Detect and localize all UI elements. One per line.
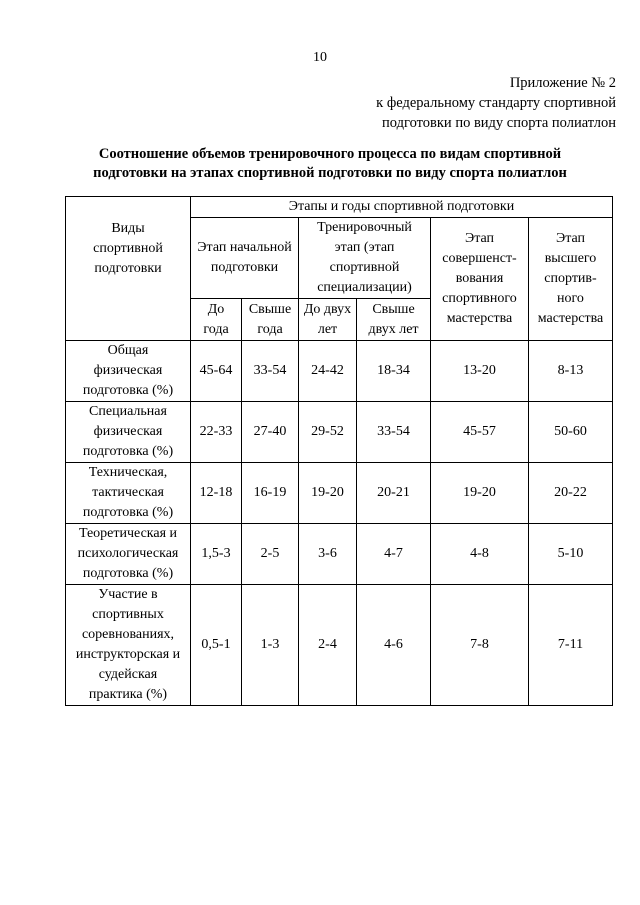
header-improvement-stage-line: мастерства <box>446 311 513 326</box>
row-label-line: Специальная <box>89 404 167 419</box>
table-cell: 4-7 <box>357 524 431 585</box>
row-label <box>66 463 191 524</box>
table-cell: 19-20 <box>431 463 529 524</box>
header-higher-stage-line: мастерства <box>537 311 604 326</box>
row-label-line: психологическая <box>77 546 179 561</box>
table-cell: 19-20 <box>299 463 357 524</box>
row-label-line: судейская <box>98 667 158 682</box>
row-label-line: физическая <box>93 363 163 378</box>
row-label <box>66 585 191 706</box>
table-cell: 8-13 <box>529 341 613 402</box>
table-cell: 27-40 <box>242 402 299 463</box>
table-cell: 2-5 <box>242 524 299 585</box>
title-line: подготовки на этапах спортивной подготовки по виду спорта полиатлон <box>93 165 567 181</box>
subheader-line: До двух <box>303 301 352 317</box>
table-cell: 22-33 <box>191 402 242 463</box>
header-kinds-line: подготовки <box>94 261 162 276</box>
row-label-line: тактическая <box>92 485 164 500</box>
table-cell: 45-57 <box>431 402 529 463</box>
row-label-line: подготовка (%) <box>82 505 174 520</box>
table-cell: 3-6 <box>299 524 357 585</box>
row-label-line: Общая <box>107 343 149 358</box>
row-label-line: подготовка (%) <box>82 566 174 581</box>
document-title <box>60 145 600 183</box>
header-improvement-stage-line: Этап <box>464 231 495 246</box>
appendix-line: к федеральному стандарту спортивной <box>376 95 616 111</box>
table-row <box>66 402 613 463</box>
header-training-stage <box>299 218 431 299</box>
table-cell: 7-11 <box>529 585 613 706</box>
subheader-line: года <box>203 321 229 337</box>
row-label-line: Техническая, <box>88 465 168 480</box>
row-label-line: подготовка (%) <box>82 444 174 459</box>
row-label-line: инструкторская и <box>75 647 181 662</box>
table-cell: 12-18 <box>191 463 242 524</box>
table-cell: 0,5-1 <box>191 585 242 706</box>
header-higher-stage <box>529 218 613 341</box>
header-higher-stage-line: высшего <box>544 251 597 266</box>
header-higher-stage-line: ного <box>557 291 584 306</box>
table-row <box>66 463 613 524</box>
header-higher-stage-line: Этап <box>555 231 586 246</box>
subheader-training-over-two-years <box>357 299 431 341</box>
header-improvement-stage-line: спортивного <box>442 291 517 306</box>
table-cell: 4-8 <box>431 524 529 585</box>
table-cell: 7-8 <box>431 585 529 706</box>
header-initial-stage <box>191 218 299 299</box>
table-row <box>66 585 613 706</box>
appendix-block <box>376 73 616 133</box>
row-label <box>66 524 191 585</box>
subheader-training-up-to-two-years <box>299 299 357 341</box>
table-cell: 1-3 <box>242 585 299 706</box>
table-cell: 24-42 <box>299 341 357 402</box>
table-cell: 33-54 <box>357 402 431 463</box>
header-kinds <box>66 197 191 341</box>
title-line: Соотношение объемов тренировочного процесса по видам спортивной <box>98 146 562 162</box>
subheader-line: Свыше <box>248 301 292 317</box>
header-kinds-line: Виды <box>111 221 145 236</box>
header-kinds-line: спортивной <box>93 241 163 256</box>
table-cell: 50-60 <box>529 402 613 463</box>
header-improvement-stage-line: совершенст- <box>442 251 517 266</box>
appendix-line: Приложение № 2 <box>509 75 616 91</box>
subheader-line: лет <box>317 321 338 337</box>
header-training-stage-line: Тренировочный <box>317 220 412 235</box>
table-cell: 1,5-3 <box>191 524 242 585</box>
table-cell: 2-4 <box>299 585 357 706</box>
table-cell: 45-64 <box>191 341 242 402</box>
table-cell: 33-54 <box>242 341 299 402</box>
table-cell: 16-19 <box>242 463 299 524</box>
table-cell: 13-20 <box>431 341 529 402</box>
subheader-line: года <box>257 321 283 337</box>
header-initial-stage-line: Этап начальной <box>197 240 292 255</box>
table-cell: 29-52 <box>299 402 357 463</box>
appendix-line: подготовки по виду спорта полиатлон <box>382 115 616 131</box>
table-row <box>66 524 613 585</box>
table-cell: 5-10 <box>529 524 613 585</box>
header-higher-stage-line: спортив- <box>544 271 597 286</box>
row-label-line: Участие в <box>98 587 158 602</box>
page-number: 10 <box>313 50 327 65</box>
subheader-line: двух лет <box>368 321 419 337</box>
header-training-stage-line: спортивной <box>329 260 400 275</box>
row-label <box>66 341 191 402</box>
header-initial-stage-line: подготовки <box>210 260 279 275</box>
row-label-line: Теоретическая и <box>78 526 178 541</box>
subheader-line: До <box>207 301 225 317</box>
row-label <box>66 402 191 463</box>
table-row <box>66 341 613 402</box>
header-training-stage-line: этап (этап <box>334 240 395 255</box>
header-stages: Этапы и годы спортивной подготовки <box>191 197 613 218</box>
table-cell: 20-21 <box>357 463 431 524</box>
row-label-line: подготовка (%) <box>82 383 174 398</box>
subheader-initial-over-year <box>242 299 299 341</box>
row-label-line: соревнованиях, <box>81 627 175 642</box>
row-label-line: практика (%) <box>88 687 168 702</box>
header-improvement-stage <box>431 218 529 341</box>
subheader-initial-up-to-year <box>191 299 242 341</box>
training-ratio-table <box>65 196 613 706</box>
subheader-line: Свыше <box>372 301 415 317</box>
header-improvement-stage-line: вования <box>455 271 504 286</box>
header-training-stage-line: специализации) <box>317 280 412 295</box>
row-label-line: физическая <box>93 424 163 439</box>
row-label-line: спортивных <box>92 607 164 622</box>
table-cell: 18-34 <box>357 341 431 402</box>
table-cell: 4-6 <box>357 585 431 706</box>
table-cell: 20-22 <box>529 463 613 524</box>
